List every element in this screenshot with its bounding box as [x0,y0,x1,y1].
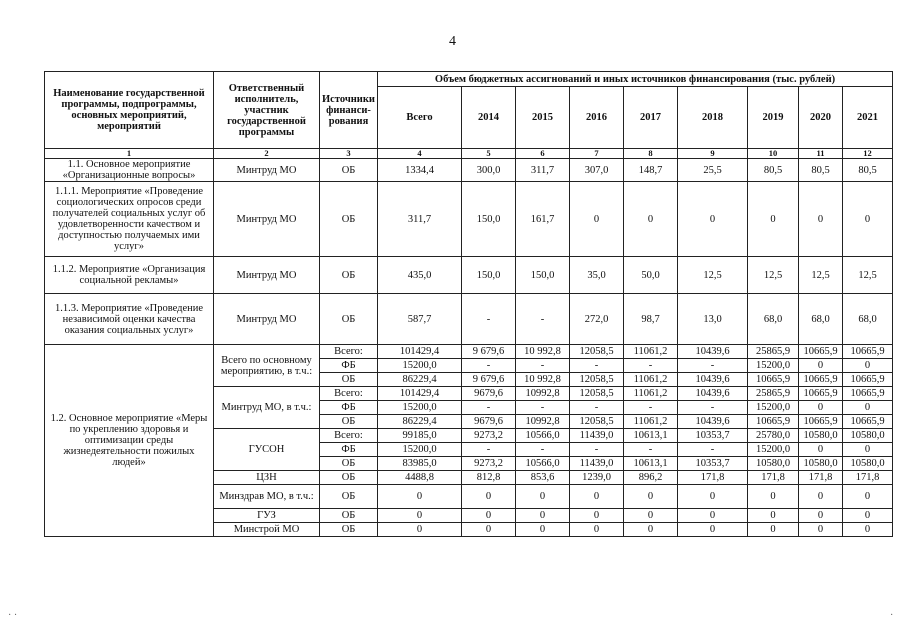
value-cell: 0 [843,509,893,523]
value-cell: 0 [799,509,843,523]
value-cell: 10665,9 [799,387,843,401]
value-cell: 15200,0 [748,443,799,457]
responsible-cell: ЦЗН [214,471,320,485]
value-cell: 587,7 [378,294,462,345]
value-cell: 9679,6 [462,415,516,429]
header-year: 2019 [748,87,799,149]
value-cell: 98,7 [624,294,678,345]
value-cell: - [678,359,748,373]
header-year: 2021 [843,87,893,149]
value-cell: 68,0 [799,294,843,345]
value-cell: 10665,9 [843,373,893,387]
column-number: 7 [570,149,624,159]
column-number: 8 [624,149,678,159]
responsible-cell: Минздрав МО, в т.ч.: [214,485,320,509]
header-year: 2018 [678,87,748,149]
header-responsible: Ответственный исполнитель, участник государственной программы [214,72,320,149]
value-cell: 10665,9 [843,415,893,429]
value-cell: - [462,401,516,415]
value-cell: - [570,359,624,373]
value-cell: 0 [843,401,893,415]
budget-table [44,71,893,537]
value-cell: 12058,5 [570,387,624,401]
value-cell: 0 [843,443,893,457]
value-cell: 50,0 [624,257,678,294]
measure-name: 1.1.3. Мероприятие «Проведение независимой оценки качества оказания социальных услуг» [45,294,214,345]
responsible-cell: Минтруд МО [214,257,320,294]
value-cell: 10580,0 [748,457,799,471]
value-cell: 12,5 [843,257,893,294]
value-cell: 10 992,8 [516,373,570,387]
value-cell: - [624,359,678,373]
value-cell: 12,5 [799,257,843,294]
value-cell: 10665,9 [799,373,843,387]
value-cell: 0 [378,485,462,509]
value-cell: 0 [843,485,893,509]
value-cell: 10439,6 [678,373,748,387]
column-number-row [45,149,893,159]
column-number: 6 [516,149,570,159]
value-cell: 10439,6 [678,345,748,359]
value-cell: 0 [462,509,516,523]
value-cell: 1239,0 [570,471,624,485]
value-cell: 101429,4 [378,387,462,401]
value-cell: 171,8 [799,471,843,485]
value-cell: 10439,6 [678,415,748,429]
source-cell: ОБ [320,373,378,387]
responsible-cell: Минтруд МО [214,294,320,345]
value-cell: 853,6 [516,471,570,485]
value-cell: 150,0 [516,257,570,294]
value-cell: 307,0 [570,159,624,182]
value-cell: 86229,4 [378,415,462,429]
value-cell: 13,0 [678,294,748,345]
value-cell: 812,8 [462,471,516,485]
header-total: Всего [378,87,462,149]
value-cell: 11061,2 [624,415,678,429]
value-cell: 15200,0 [378,443,462,457]
value-cell: 10992,8 [516,387,570,401]
value-cell: 272,0 [570,294,624,345]
value-cell: 10613,1 [624,457,678,471]
value-cell: 9273,2 [462,429,516,443]
value-cell: 9 679,6 [462,373,516,387]
source-cell: ОБ [320,294,378,345]
value-cell: 0 [799,523,843,537]
value-cell: 311,7 [516,159,570,182]
table-row [45,257,893,294]
value-cell: 0 [748,485,799,509]
value-cell: 11061,2 [624,345,678,359]
value-cell: 0 [678,182,748,257]
source-cell: ФБ [320,443,378,457]
header-volume: Объем бюджетных ассигнований и иных источников финансирования (тыс. рублей) [378,72,893,87]
source-cell: ОБ [320,182,378,257]
source-cell: ОБ [320,257,378,294]
page-number: 4 [449,34,456,49]
value-cell: 10613,1 [624,429,678,443]
value-cell: 25780,0 [748,429,799,443]
value-cell: 150,0 [462,182,516,257]
value-cell: 0 [748,182,799,257]
value-cell: 0 [799,401,843,415]
value-cell: 80,5 [748,159,799,182]
value-cell: 9273,2 [462,457,516,471]
value-cell: - [462,359,516,373]
value-cell: 101429,4 [378,345,462,359]
value-cell: 10353,7 [678,429,748,443]
value-cell: 0 [799,359,843,373]
value-cell: 0 [748,523,799,537]
responsible-cell: Минтруд МО [214,182,320,257]
value-cell: 99185,0 [378,429,462,443]
value-cell: 1334,4 [378,159,462,182]
value-cell: 80,5 [843,159,893,182]
responsible-cell: Всего по основному мероприятию, в т.ч.: [214,345,320,387]
value-cell: 0 [462,523,516,537]
table-row [45,182,893,257]
measure-name: 1.1. Основное мероприятие «Организационные вопросы» [45,159,214,182]
value-cell: 10 992,8 [516,345,570,359]
value-cell: 25865,9 [748,345,799,359]
column-number: 5 [462,149,516,159]
value-cell: 15200,0 [378,359,462,373]
value-cell: 0 [678,509,748,523]
value-cell: 25,5 [678,159,748,182]
source-cell: ОБ [320,509,378,523]
value-cell: 311,7 [378,182,462,257]
value-cell: - [624,443,678,457]
source-cell: ФБ [320,359,378,373]
value-cell: 86229,4 [378,373,462,387]
value-cell: 10992,8 [516,415,570,429]
value-cell: 171,8 [678,471,748,485]
value-cell: 10566,0 [516,429,570,443]
value-cell: - [516,294,570,345]
value-cell: - [462,443,516,457]
value-cell: 12058,5 [570,345,624,359]
value-cell: - [516,359,570,373]
value-cell: 12058,5 [570,373,624,387]
header-row-1 [45,72,893,87]
value-cell: - [570,443,624,457]
value-cell: 0 [516,509,570,523]
source-cell: ФБ [320,401,378,415]
value-cell: 4488,8 [378,471,462,485]
value-cell: - [462,294,516,345]
column-number: 1 [45,149,214,159]
value-cell: 0 [843,359,893,373]
scan-mark: · · [8,610,18,621]
header-year: 2020 [799,87,843,149]
header-year: 2017 [624,87,678,149]
value-cell: 10580,0 [843,429,893,443]
value-cell: 10665,9 [843,345,893,359]
value-cell: 68,0 [843,294,893,345]
value-cell: 0 [799,443,843,457]
measure-name: 1.2. Основное мероприятие «Меры по укреплению здоровья и оптимизации среды жизнедеятельности пожилых людей» [45,345,214,537]
value-cell: 0 [624,509,678,523]
value-cell: 25865,9 [748,387,799,401]
value-cell: 0 [570,523,624,537]
table-row [45,159,893,182]
value-cell: 171,8 [843,471,893,485]
header-year: 2015 [516,87,570,149]
responsible-cell: Минтруд МО [214,159,320,182]
value-cell: - [624,401,678,415]
column-number: 11 [799,149,843,159]
value-cell: 11061,2 [624,387,678,401]
value-cell: 10665,9 [799,345,843,359]
value-cell: 0 [678,485,748,509]
value-cell: 0 [570,182,624,257]
value-cell: 0 [843,182,893,257]
table-row [45,294,893,345]
source-cell: ОБ [320,415,378,429]
source-cell: ОБ [320,159,378,182]
value-cell: 10439,6 [678,387,748,401]
value-cell: 15200,0 [748,401,799,415]
measure-name: 1.1.1. Мероприятие «Проведение социологических опросов среди получателей социальных услуг об удовлетворенности качеством и доступностью получаемых ими услуг» [45,182,214,257]
value-cell: 0 [624,182,678,257]
measure-name: 1.1.2. Мероприятие «Организация социальной рекламы» [45,257,214,294]
table-row [45,345,893,359]
column-number: 9 [678,149,748,159]
header-year: 2016 [570,87,624,149]
source-cell: ОБ [320,471,378,485]
source-cell: ОБ [320,523,378,537]
value-cell: 80,5 [799,159,843,182]
column-number: 12 [843,149,893,159]
value-cell: - [678,401,748,415]
value-cell: 0 [799,485,843,509]
value-cell: 0 [748,509,799,523]
value-cell: 0 [516,523,570,537]
value-cell: 0 [678,523,748,537]
column-number: 4 [378,149,462,159]
value-cell: 11061,2 [624,373,678,387]
value-cell: 150,0 [462,257,516,294]
value-cell: 0 [378,523,462,537]
value-cell: 12058,5 [570,415,624,429]
value-cell: 0 [570,509,624,523]
header-name: Наименование государственной программы, подпрограммы, основных мероприятий, мероприятий [45,72,214,149]
value-cell: 10665,9 [748,415,799,429]
source-cell: Всего: [320,387,378,401]
value-cell: 10566,0 [516,457,570,471]
header-sources: Источники финанси-рования [320,72,378,149]
value-cell: 435,0 [378,257,462,294]
value-cell: 68,0 [748,294,799,345]
value-cell: 161,7 [516,182,570,257]
value-cell: 83985,0 [378,457,462,471]
column-number: 10 [748,149,799,159]
value-cell: 10665,9 [799,415,843,429]
header-year: 2014 [462,87,516,149]
value-cell: - [678,443,748,457]
value-cell: 15200,0 [378,401,462,415]
responsible-cell: ГУЗ [214,509,320,523]
value-cell: 9 679,6 [462,345,516,359]
value-cell: 0 [378,509,462,523]
value-cell: 0 [843,523,893,537]
value-cell: 9679,6 [462,387,516,401]
responsible-cell: ГУСОН [214,429,320,471]
responsible-cell: Минтруд МО, в т.ч.: [214,387,320,429]
value-cell: 0 [570,485,624,509]
value-cell: 15200,0 [748,359,799,373]
column-number: 2 [214,149,320,159]
value-cell: 896,2 [624,471,678,485]
value-cell: - [516,401,570,415]
value-cell: 171,8 [748,471,799,485]
value-cell: 0 [462,485,516,509]
source-cell: Всего: [320,429,378,443]
value-cell: 0 [516,485,570,509]
value-cell: - [516,443,570,457]
value-cell: 11439,0 [570,457,624,471]
value-cell: 10580,0 [843,457,893,471]
value-cell: 10353,7 [678,457,748,471]
source-cell: ОБ [320,457,378,471]
value-cell: 35,0 [570,257,624,294]
value-cell: 148,7 [624,159,678,182]
value-cell: 300,0 [462,159,516,182]
value-cell: 0 [624,523,678,537]
value-cell: 12,5 [678,257,748,294]
column-number: 3 [320,149,378,159]
value-cell: 10580,0 [799,429,843,443]
value-cell: - [570,401,624,415]
value-cell: 0 [799,182,843,257]
source-cell: ОБ [320,485,378,509]
value-cell: 12,5 [748,257,799,294]
value-cell: 0 [624,485,678,509]
scan-mark: · [890,610,894,621]
responsible-cell: Минстрой МО [214,523,320,537]
value-cell: 10665,9 [843,387,893,401]
value-cell: 10665,9 [748,373,799,387]
source-cell: Всего: [320,345,378,359]
value-cell: 11439,0 [570,429,624,443]
value-cell: 10580,0 [799,457,843,471]
